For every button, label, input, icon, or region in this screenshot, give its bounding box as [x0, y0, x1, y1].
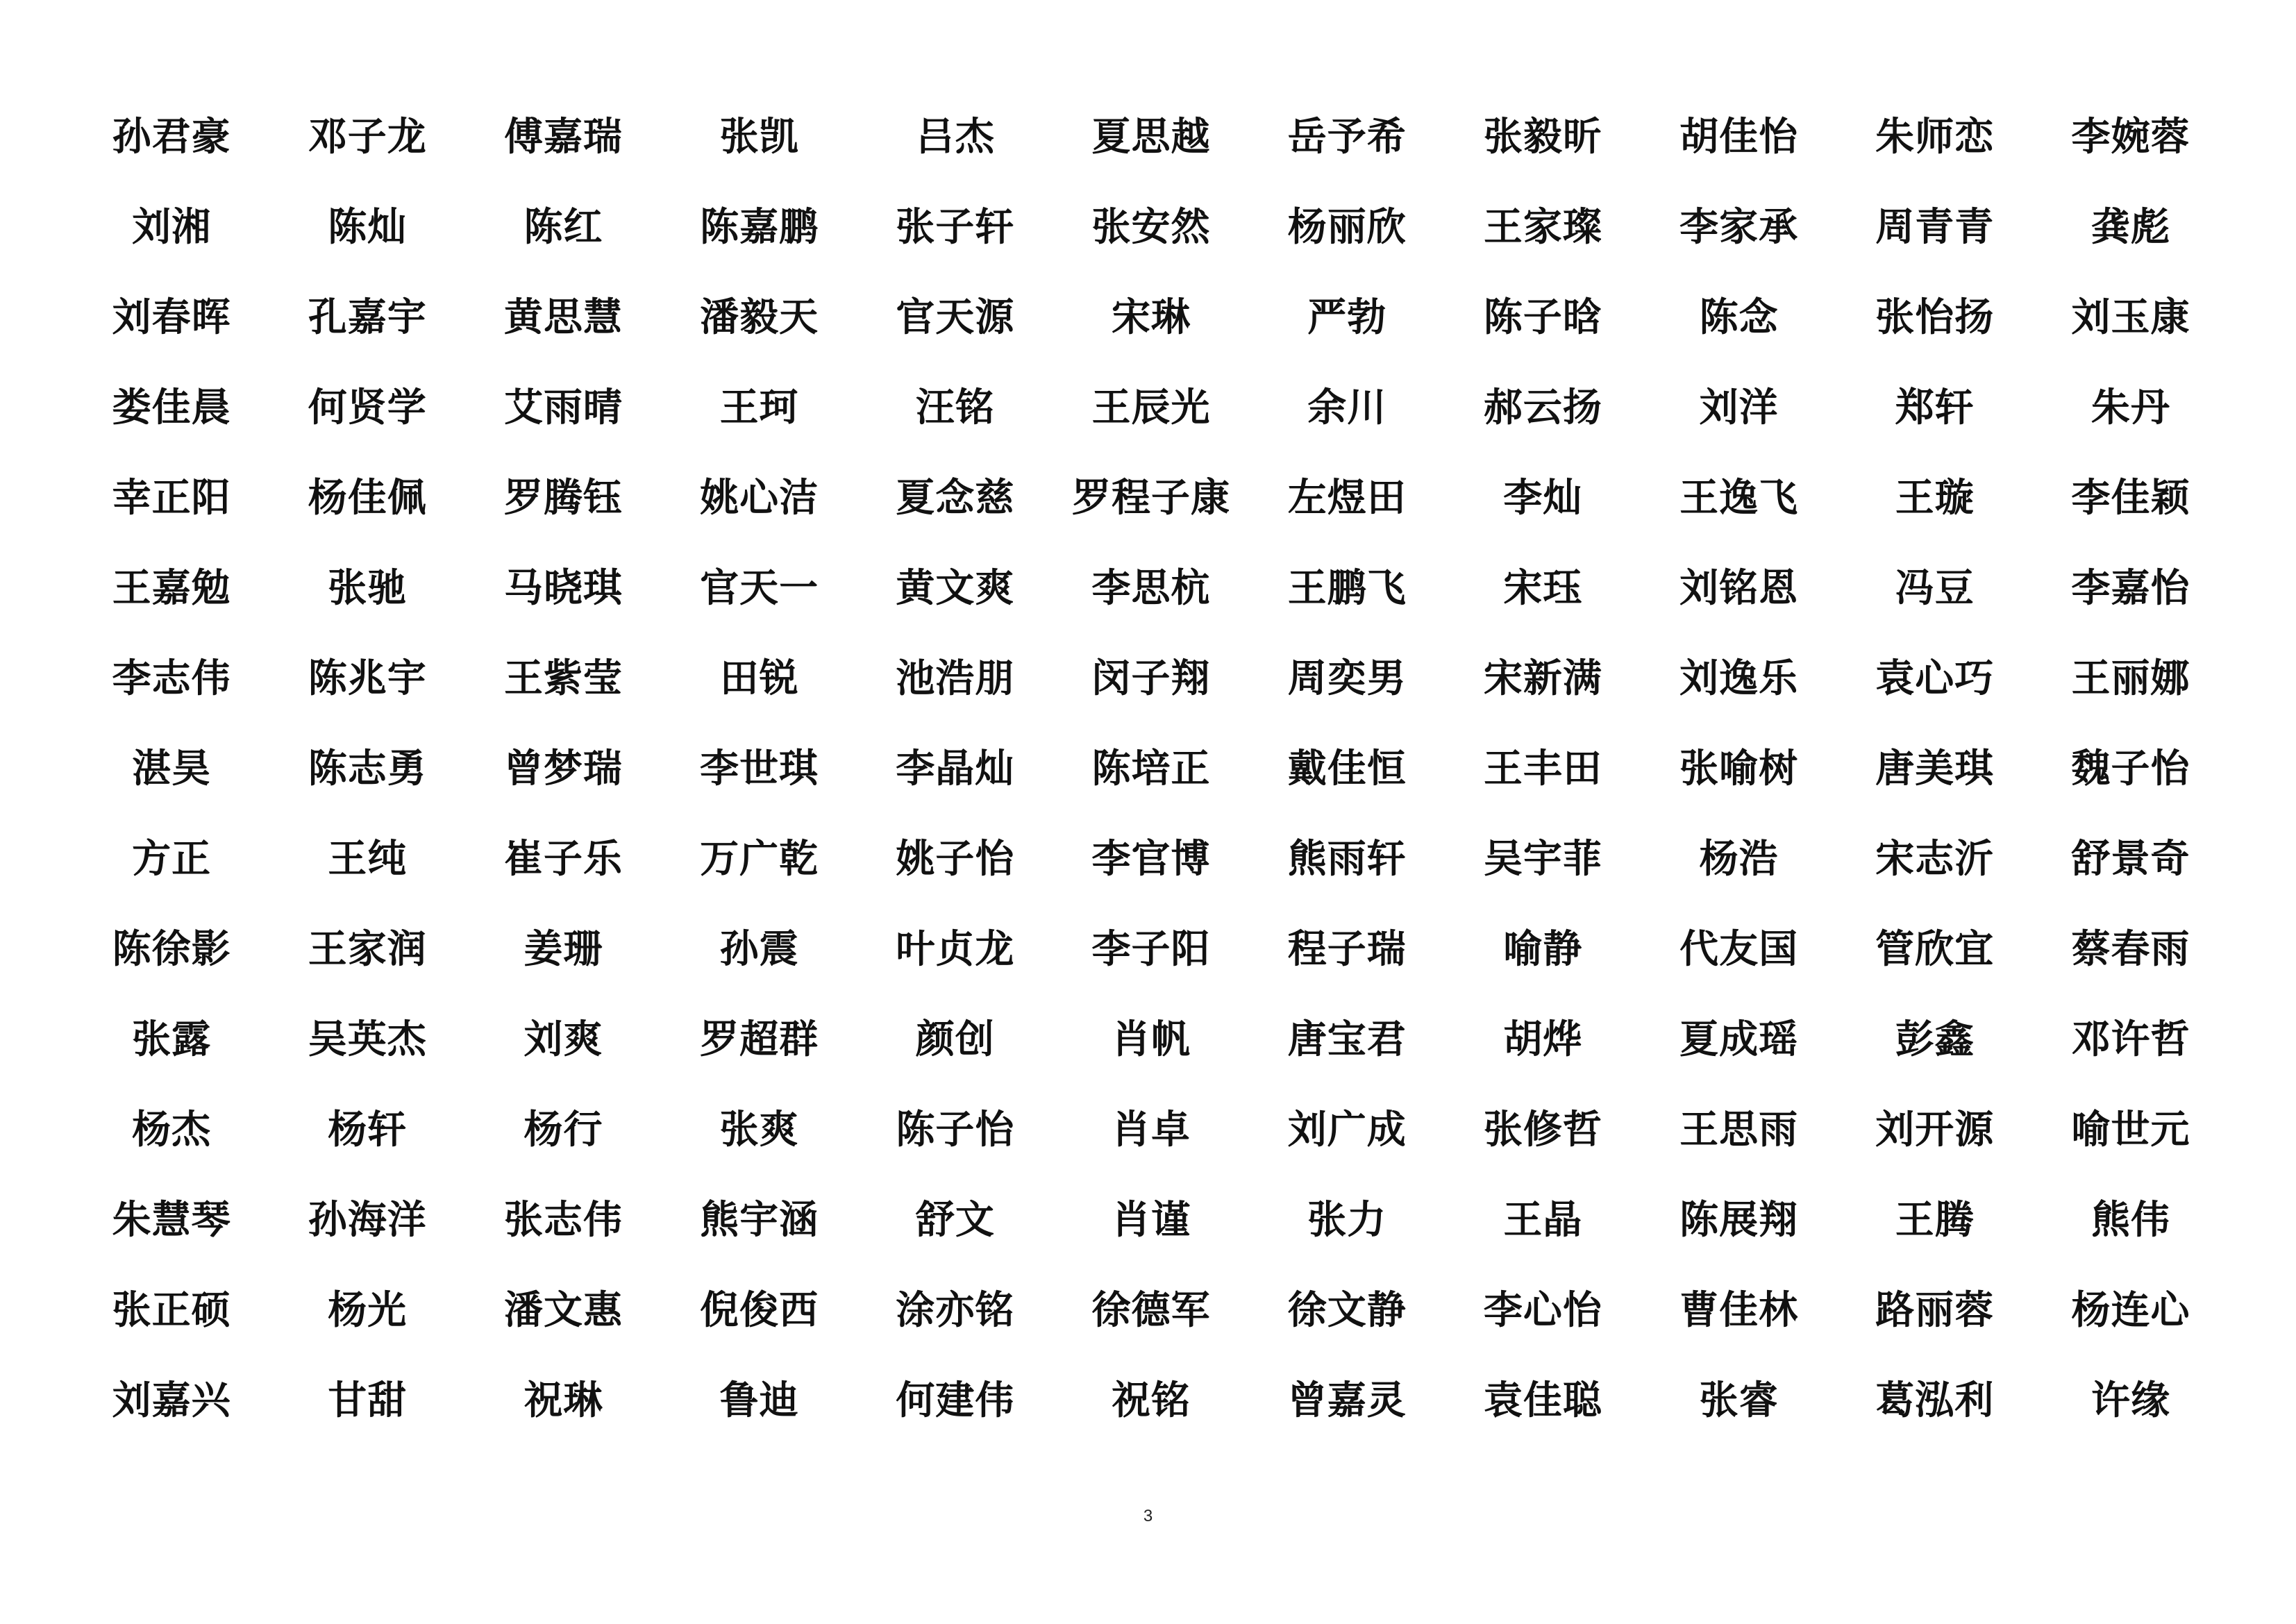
name-cell: 胡烨	[1503, 1016, 1583, 1062]
name-cell: 郝云扬	[1483, 385, 1602, 430]
name-cell: 颜创	[915, 1016, 995, 1062]
name-cell: 王纯	[328, 836, 408, 882]
name-cell: 舒景奇	[2071, 836, 2190, 882]
name-cell: 肖卓	[1112, 1107, 1191, 1153]
name-cell: 张毅昕	[1483, 114, 1602, 160]
name-cell: 刘湘	[132, 204, 212, 250]
name-cell: 娄佳晨	[112, 385, 231, 430]
name-cell: 陈灿	[328, 204, 408, 250]
name-cell: 刘洋	[1699, 385, 1779, 430]
name-cell: 代友国	[1679, 926, 1799, 972]
name-cell: 杨光	[328, 1287, 408, 1333]
name-cell: 袁佳聪	[1483, 1378, 1602, 1423]
name-cell: 李婉蓉	[2071, 114, 2190, 160]
name-cell: 刘逸乐	[1679, 655, 1799, 701]
name-cell: 蔡春雨	[2071, 926, 2190, 972]
name-cell: 彭鑫	[1895, 1016, 1975, 1062]
name-cell: 王家润	[308, 926, 427, 972]
name-cell: 李官博	[1091, 836, 1211, 882]
name-cell: 宋琳	[1112, 294, 1191, 340]
name-cell: 张力	[1307, 1197, 1387, 1243]
name-cell: 周奕男	[1287, 655, 1407, 701]
name-cell: 熊伟	[2090, 1197, 2170, 1243]
name-cell: 田锐	[719, 655, 799, 701]
name-cell: 杨浩	[1699, 836, 1779, 882]
name-cell: 戴佳恒	[1287, 746, 1407, 792]
name-cell: 孙震	[719, 926, 799, 972]
name-cell: 李家承	[1679, 204, 1799, 250]
name-cell: 张驰	[328, 565, 408, 611]
name-cell: 王家璨	[1483, 204, 1602, 250]
name-cell: 李晶灿	[896, 746, 1015, 792]
name-cell: 黄文爽	[896, 565, 1015, 611]
name-cell: 王丰田	[1483, 746, 1602, 792]
name-cell: 潘文惠	[503, 1287, 623, 1333]
name-cell: 罗超群	[700, 1016, 819, 1062]
name-cell: 曹佳林	[1679, 1287, 1799, 1333]
name-cell: 左煜田	[1287, 475, 1407, 521]
name-cell: 张睿	[1699, 1378, 1779, 1423]
name-cell: 吴英杰	[308, 1016, 427, 1062]
name-cell: 陈培正	[1091, 746, 1211, 792]
name-cell: 孙海洋	[308, 1197, 427, 1243]
name-cell: 何贤学	[308, 385, 427, 430]
name-cell: 傅嘉瑞	[503, 114, 623, 160]
name-cell: 孔嘉宇	[308, 294, 427, 340]
name-cell: 杨杰	[132, 1107, 212, 1153]
name-cell: 张怡扬	[1875, 294, 1995, 340]
name-cell: 马晓琪	[503, 565, 623, 611]
name-cell: 夏思越	[1091, 114, 1211, 160]
name-cell: 张正硕	[112, 1287, 231, 1333]
name-cell: 岳予希	[1287, 114, 1407, 160]
name-cell: 魏子怡	[2071, 746, 2190, 792]
name-cell: 王璇	[1895, 475, 1975, 521]
name-cell: 张志伟	[503, 1197, 623, 1243]
name-cell: 余川	[1307, 385, 1387, 430]
name-cell: 刘爽	[523, 1016, 603, 1062]
name-cell: 幸正阳	[112, 475, 231, 521]
name-cell: 姚心洁	[700, 475, 819, 521]
name-cell: 严勃	[1307, 294, 1387, 340]
name-cell: 杨丽欣	[1287, 204, 1407, 250]
name-cell: 王腾	[1895, 1197, 1975, 1243]
name-cell: 杨佳佩	[308, 475, 427, 521]
name-cell: 王紫莹	[503, 655, 623, 701]
name-cell: 湛昊	[132, 746, 212, 792]
name-cell: 官天一	[700, 565, 819, 611]
name-cell: 陈嘉鹏	[700, 204, 819, 250]
name-cell: 涂亦铭	[896, 1287, 1015, 1333]
name-cell: 朱慧琴	[112, 1197, 231, 1243]
name-cell: 袁心巧	[1875, 655, 1995, 701]
name-cell: 陈志勇	[308, 746, 427, 792]
name-cell: 祝琳	[523, 1378, 603, 1423]
name-cell: 崔子乐	[503, 836, 623, 882]
name-cell: 徐德军	[1091, 1287, 1211, 1333]
name-cell: 陈子怡	[896, 1107, 1015, 1153]
name-cell: 杨行	[523, 1107, 603, 1153]
name-cell: 龚彪	[2090, 204, 2170, 250]
name-cell: 王丽娜	[2071, 655, 2190, 701]
name-cell: 鲁迪	[719, 1378, 799, 1423]
name-cell: 张凯	[719, 114, 799, 160]
name-cell: 王晶	[1503, 1197, 1583, 1243]
name-cell: 熊雨轩	[1287, 836, 1407, 882]
name-cell: 李灿	[1503, 475, 1583, 521]
name-cell: 姚子怡	[896, 836, 1015, 882]
name-cell: 张安然	[1091, 204, 1211, 250]
name-cell: 王逸飞	[1679, 475, 1799, 521]
name-cell: 喻静	[1503, 926, 1583, 972]
name-cell: 官天源	[896, 294, 1015, 340]
name-cell: 罗腾钰	[503, 475, 623, 521]
name-cell: 唐宝君	[1287, 1016, 1407, 1062]
name-cell: 邓许哲	[2071, 1016, 2190, 1062]
name-cell: 张喻树	[1679, 746, 1799, 792]
name-cell: 甘甜	[328, 1378, 408, 1423]
name-cell: 喻世元	[2071, 1107, 2190, 1153]
name-cell: 夏念慈	[896, 475, 1015, 521]
name-cell: 邓子龙	[308, 114, 427, 160]
name-cell: 陈徐影	[112, 926, 231, 972]
name-cell: 唐美琪	[1875, 746, 1995, 792]
name-cell: 李子阳	[1091, 926, 1211, 972]
name-cell: 刘春晖	[112, 294, 231, 340]
name-cell: 周青青	[1875, 204, 1995, 250]
name-cell: 程子瑞	[1287, 926, 1407, 972]
name-cell: 陈念	[1699, 294, 1779, 340]
name-cell: 夏成瑶	[1679, 1016, 1799, 1062]
name-cell: 李思杭	[1091, 565, 1211, 611]
name-cell: 张修哲	[1483, 1107, 1602, 1153]
name-cell: 宋珏	[1503, 565, 1583, 611]
name-cell: 何建伟	[896, 1378, 1015, 1423]
name-cell: 闵子翔	[1091, 655, 1211, 701]
name-cell: 宋志沂	[1875, 836, 1995, 882]
name-cell: 李佳颖	[2071, 475, 2190, 521]
name-cell: 朱丹	[2090, 385, 2170, 430]
name-cell: 刘铭恩	[1679, 565, 1799, 611]
name-cell: 张子轩	[896, 204, 1015, 250]
name-cell: 王鹏飞	[1287, 565, 1407, 611]
name-cell: 陈红	[523, 204, 603, 250]
name-cell: 叶贞龙	[896, 926, 1015, 972]
name-cell: 路丽蓉	[1875, 1287, 1995, 1333]
name-cell: 陈兆宇	[308, 655, 427, 701]
name-cell: 宋新满	[1483, 655, 1602, 701]
name-cell: 张露	[132, 1016, 212, 1062]
name-cell: 王思雨	[1679, 1107, 1799, 1153]
name-cell: 方正	[132, 836, 212, 882]
name-cell: 陈展翔	[1679, 1197, 1799, 1243]
name-cell: 陈子晗	[1483, 294, 1602, 340]
name-cell: 胡佳怡	[1679, 114, 1799, 160]
name-cell: 舒文	[915, 1197, 995, 1243]
name-cell: 李世琪	[700, 746, 819, 792]
name-cell: 吕杰	[915, 114, 995, 160]
name-cell: 艾雨晴	[503, 385, 623, 430]
name-cell: 刘嘉兴	[112, 1378, 231, 1423]
name-cell: 罗程子康	[1072, 475, 1231, 521]
name-cell: 李心怡	[1483, 1287, 1602, 1333]
name-cell: 杨连心	[2071, 1287, 2190, 1333]
name-cell: 张爽	[719, 1107, 799, 1153]
name-cell: 李嘉怡	[2071, 565, 2190, 611]
name-cell: 熊宇涵	[700, 1197, 819, 1243]
name-cell: 倪俊西	[700, 1287, 819, 1333]
name-cell: 朱师恋	[1875, 114, 1995, 160]
name-cell: 池浩朋	[896, 655, 1015, 701]
name-cell: 李志伟	[112, 655, 231, 701]
page-number: 3	[1143, 1507, 1153, 1525]
name-cell: 万广乾	[700, 836, 819, 882]
name-cell: 曾梦瑞	[503, 746, 623, 792]
name-cell: 刘玉康	[2071, 294, 2190, 340]
name-cell: 姜珊	[523, 926, 603, 972]
name-cell: 郑轩	[1895, 385, 1975, 430]
name-cell: 刘广成	[1287, 1107, 1407, 1153]
name-cell: 冯豆	[1895, 565, 1975, 611]
name-cell: 曾嘉灵	[1287, 1378, 1407, 1423]
name-cell: 杨轩	[328, 1107, 408, 1153]
name-cell: 黄思慧	[503, 294, 623, 340]
name-cell: 刘开源	[1875, 1107, 1995, 1153]
name-cell: 徐文静	[1287, 1287, 1407, 1333]
name-cell: 王珂	[719, 385, 799, 430]
name-cell: 王嘉勉	[112, 565, 231, 611]
name-cell: 肖谨	[1112, 1197, 1191, 1243]
name-cell: 管欣宜	[1875, 926, 1995, 972]
name-cell: 肖帆	[1112, 1016, 1191, 1062]
name-cell: 许缘	[2090, 1378, 2170, 1423]
name-cell: 祝铭	[1112, 1378, 1191, 1423]
name-grid	[74, 89, 2229, 1443]
name-cell: 潘毅天	[700, 294, 819, 340]
name-cell: 葛泓利	[1875, 1378, 1995, 1423]
name-cell: 王辰光	[1091, 385, 1211, 430]
name-cell: 汪铭	[915, 385, 995, 430]
name-cell: 吴宇菲	[1483, 836, 1602, 882]
name-cell: 孙君豪	[112, 114, 231, 160]
